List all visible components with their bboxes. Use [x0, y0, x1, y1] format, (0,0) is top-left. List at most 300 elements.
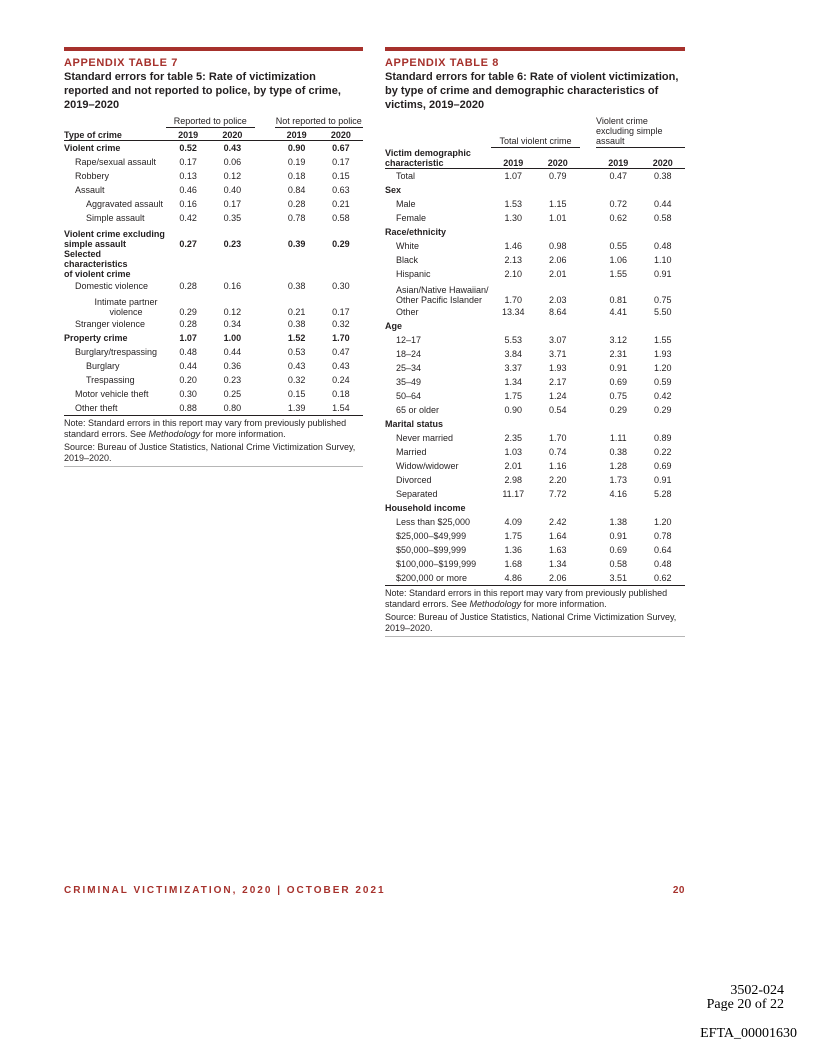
table-7	[64, 116, 363, 416]
cell-value: 1.01	[548, 213, 567, 223]
cell-value: 0.34	[223, 319, 242, 329]
cell-value: 5.53	[504, 335, 523, 345]
table-7-rule	[64, 47, 363, 51]
cell-value: 1.93	[548, 363, 567, 373]
cell-value: 0.58	[332, 213, 350, 223]
table-8-rule	[385, 47, 685, 51]
table-row	[385, 501, 685, 515]
cell-value: 0.48	[653, 241, 672, 251]
cell-value: 0.91	[653, 269, 672, 279]
table-row	[385, 305, 685, 319]
table-row	[385, 473, 685, 487]
cell-value: 0.17	[223, 199, 242, 209]
table-row	[385, 543, 685, 557]
cell-value	[491, 501, 536, 515]
table-row	[385, 403, 685, 417]
cell-value: 0.29	[179, 307, 197, 317]
table-8-label: APPENDIX TABLE 8	[385, 57, 499, 69]
cell-value: 0.69	[653, 461, 672, 471]
cell-value: 1.68	[504, 559, 523, 569]
cell-value: 2.20	[548, 475, 567, 485]
cell-value: 1.52	[287, 333, 306, 343]
row-label: $100,000–$199,999	[396, 559, 477, 569]
table-row	[385, 169, 685, 184]
cell-value: 2.35	[504, 433, 523, 443]
cell-value: 0.55	[609, 241, 628, 251]
cell-value: 1.03	[504, 447, 523, 457]
cell-value: 0.78	[653, 531, 672, 541]
cell-value: 0.27	[179, 239, 197, 249]
table-7-group-not-reported: Not reported to police	[275, 116, 362, 126]
cell-value: 4.86	[491, 571, 536, 586]
row-label: Separated	[396, 489, 438, 499]
row-label: Female	[396, 213, 427, 223]
cell-value: 0.28	[287, 199, 306, 209]
cell-value: 1.70	[548, 433, 567, 443]
cell-value: 0.91	[609, 363, 628, 373]
cell-value: 0.91	[609, 531, 628, 541]
row-label: Trespassing	[86, 375, 135, 385]
table-7-body	[64, 141, 363, 416]
table-row	[64, 387, 363, 401]
row-label: Stranger violence	[75, 319, 146, 329]
cell-value: 1.28	[609, 461, 628, 471]
cell-value: 0.43	[287, 361, 306, 371]
table-8-year: 2020	[641, 148, 686, 169]
cell-value: 11.17	[502, 489, 525, 499]
cell-value: 4.09	[504, 517, 523, 527]
cell-value: 2.03	[548, 295, 567, 305]
table-row	[64, 141, 363, 156]
table-8-year: 2019	[596, 148, 641, 169]
cell-value: 1.34	[548, 559, 567, 569]
cell-value: 0.69	[609, 377, 628, 387]
row-label: Rape/sexual assault	[75, 157, 157, 167]
cell-value: 0.89	[653, 433, 672, 443]
cell-value: 0.18	[332, 389, 350, 399]
cell-value	[596, 417, 641, 431]
cell-value: 0.12	[223, 307, 242, 317]
cell-value: 1.07	[504, 171, 523, 181]
row-label: Selected characteristics of violent crime	[64, 249, 131, 279]
cell-value: 0.90	[287, 143, 306, 153]
table-row	[385, 529, 685, 543]
cell-value	[641, 225, 686, 239]
cell-value: 2.98	[504, 475, 523, 485]
cell-value	[491, 319, 536, 333]
row-label: Other theft	[64, 401, 166, 416]
table-row	[385, 515, 685, 529]
table-row	[64, 401, 363, 416]
row-label: Marital status	[385, 419, 444, 429]
table-row	[385, 333, 685, 347]
cell-value: 0.54	[548, 405, 567, 415]
table-row	[64, 225, 363, 249]
cell-value: 0.16	[223, 281, 242, 291]
cell-value: 0.84	[287, 185, 306, 195]
cell-value: 0.47	[609, 171, 628, 181]
row-label: Property crime	[64, 333, 128, 343]
cell-value: 2.31	[609, 349, 628, 359]
row-label: Male	[396, 199, 416, 209]
cell-value	[596, 319, 641, 333]
appendix-table-8	[385, 47, 685, 637]
cell-value: 0.29	[609, 405, 628, 415]
row-label: $50,000–$99,999	[396, 545, 467, 555]
cell-value: 0.78	[287, 213, 306, 223]
cell-value: 0.43	[332, 361, 350, 371]
cell-value: 2.10	[504, 269, 523, 279]
cell-value: 0.44	[653, 199, 672, 209]
cell-value: 0.63	[332, 185, 350, 195]
table-7-year: 2019	[166, 128, 210, 141]
table-row	[64, 183, 363, 197]
cell-value: 0.35	[223, 213, 242, 223]
cell-value: 0.30	[179, 389, 197, 399]
cell-value: 13.34	[501, 307, 525, 317]
cell-value: 0.20	[179, 375, 197, 385]
table-row	[385, 557, 685, 571]
cell-value: 0.75	[653, 295, 672, 305]
cell-value: 0.29	[332, 239, 350, 249]
row-label: White	[396, 241, 420, 251]
cell-value	[536, 417, 581, 431]
row-label: 65 or older	[396, 405, 440, 415]
cell-value: 3.84	[504, 349, 523, 359]
cell-value: 0.98	[548, 241, 567, 251]
table-row	[385, 445, 685, 459]
table-7-title: Standard errors for table 5: Rate of victimization reported and not reported to police, by type of crime, 2019–2020	[64, 71, 341, 111]
cell-value: 0.13	[179, 171, 197, 181]
row-label: Motor vehicle theft	[75, 389, 149, 399]
row-label: Asian/Native Hawaiian/ Other Pacific Islander	[396, 285, 489, 305]
cell-value: 1.54	[319, 401, 363, 416]
cell-value: 3.37	[504, 363, 523, 373]
cell-value: 1.00	[223, 333, 242, 343]
cell-value: 0.17	[179, 157, 197, 167]
cell-value: 0.69	[609, 545, 628, 555]
table-row	[385, 571, 685, 586]
cell-value: 0.32	[287, 375, 306, 385]
cell-value: 1.63	[548, 545, 567, 555]
row-label: Married	[396, 447, 427, 457]
document-stamp	[707, 984, 784, 1012]
cell-value: 0.19	[287, 157, 306, 167]
table-8-year: 2020	[536, 148, 581, 169]
stamp-doc-id: 3502-024	[730, 983, 784, 998]
table-row	[385, 225, 685, 239]
cell-value: 5.28	[653, 489, 672, 499]
cell-value	[210, 249, 254, 279]
table-row	[385, 197, 685, 211]
cell-value: 4.16	[609, 489, 628, 499]
cell-value: 0.36	[223, 361, 242, 371]
cell-value	[596, 183, 641, 197]
row-label: Household income	[385, 503, 466, 513]
cell-value	[166, 249, 210, 279]
cell-value: 0.38	[287, 281, 306, 291]
cell-value	[491, 183, 536, 197]
cell-value: 0.42	[179, 213, 197, 223]
cell-value	[491, 225, 536, 239]
row-label: Aggravated assault	[86, 199, 164, 209]
table-row	[385, 253, 685, 267]
cell-value: 0.38	[287, 319, 306, 329]
table-row	[64, 345, 363, 359]
table-row	[385, 239, 685, 253]
cell-value: 0.06	[223, 157, 242, 167]
table-8-source: Source: Bureau of Justice Statistics, National Crime Victimization Survey, 2019–2020.	[385, 612, 685, 637]
table-8-column-label: Victim demographic characteristic	[385, 148, 491, 169]
cell-value: 1.64	[548, 531, 567, 541]
table-row	[64, 279, 363, 293]
cell-value	[536, 319, 581, 333]
appendix-table-7	[64, 47, 363, 467]
cell-value: 5.50	[653, 307, 672, 317]
cell-value: 0.23	[223, 375, 242, 385]
cell-value: 2.42	[548, 517, 567, 527]
row-label: Domestic violence	[75, 281, 149, 291]
cell-value: 2.13	[504, 255, 523, 265]
cell-value: 2.17	[548, 377, 567, 387]
cell-value: 0.47	[332, 347, 350, 357]
table-row	[385, 211, 685, 225]
row-label: 18–24	[396, 349, 422, 359]
cell-value: 0.59	[653, 377, 672, 387]
cell-value: 1.34	[504, 377, 523, 387]
table-8-body	[385, 169, 685, 586]
cell-value: 0.67	[332, 143, 350, 153]
cell-value: 4.41	[609, 307, 628, 317]
cell-value: 1.73	[609, 475, 628, 485]
cell-value: 0.15	[332, 171, 350, 181]
cell-value: 1.06	[609, 255, 628, 265]
table-row	[385, 361, 685, 375]
row-label: 50–64	[396, 391, 422, 401]
cell-value: 0.64	[653, 545, 672, 555]
cell-value: 1.36	[504, 545, 523, 555]
table-8-note: Note: Standard errors in this report may vary from previously published standard errors. See Methodology for more information.	[385, 588, 668, 609]
row-label: Widow/widower	[396, 461, 459, 471]
row-label: Intimate partner violence	[94, 297, 158, 317]
row-label: Other	[396, 307, 419, 317]
table-row	[385, 347, 685, 361]
cell-value	[596, 225, 641, 239]
cell-value: 0.40	[223, 185, 242, 195]
cell-value: 1.53	[504, 199, 523, 209]
cell-value: 1.75	[504, 391, 523, 401]
cell-value: 0.28	[179, 281, 197, 291]
cell-value: 0.75	[609, 391, 628, 401]
cell-value: 0.32	[332, 319, 350, 329]
cell-value: 3.51	[596, 571, 641, 586]
row-label: 35–49	[396, 377, 422, 387]
cell-value: 1.46	[504, 241, 523, 251]
cell-value: 0.22	[653, 447, 672, 457]
table-row	[64, 211, 363, 225]
cell-value: 1.55	[653, 335, 672, 345]
row-label: Violent crime excluding simple assault	[64, 229, 165, 249]
cell-value: 0.21	[332, 199, 350, 209]
row-label: Black	[396, 255, 419, 265]
cell-value: 0.91	[653, 475, 672, 485]
cell-value: 0.80	[210, 401, 254, 416]
row-label: Sex	[385, 185, 402, 195]
table-7-year: 2020	[319, 128, 363, 141]
cell-value: 0.18	[287, 171, 306, 181]
cell-value: 0.88	[166, 401, 210, 416]
table-row	[385, 319, 685, 333]
cell-value: 0.42	[653, 391, 672, 401]
table-row	[64, 249, 363, 279]
table-row	[385, 375, 685, 389]
cell-value: 7.72	[548, 489, 567, 499]
cell-value: 0.15	[287, 389, 306, 399]
cell-value: 1.20	[653, 363, 672, 373]
row-label: 25–34	[396, 363, 422, 373]
cell-value: 2.06	[548, 255, 567, 265]
cell-value: 0.43	[223, 143, 242, 153]
table-8-group-total-violent: Total violent crime	[491, 136, 580, 148]
cell-value	[596, 501, 641, 515]
cell-value	[641, 319, 686, 333]
cell-value: 0.62	[609, 213, 628, 223]
table-8-year: 2019	[491, 148, 536, 169]
cell-value	[536, 183, 581, 197]
footer-publication: CRIMINAL VICTIMIZATION, 2020 | OCTOBER 2021	[64, 885, 386, 896]
table-row	[64, 317, 363, 331]
row-label: Assault	[75, 185, 105, 195]
cell-value: 0.52	[179, 143, 197, 153]
table-7-year: 2020	[210, 128, 254, 141]
cell-value: 1.39	[275, 401, 319, 416]
cell-value: 1.10	[653, 255, 672, 265]
cell-value: 0.29	[653, 405, 672, 415]
table-row	[64, 169, 363, 183]
table-row	[64, 155, 363, 169]
table-row	[64, 359, 363, 373]
cell-value	[491, 417, 536, 431]
table-8-group-excluding-simple: Violent crime excluding simple assault	[596, 116, 685, 148]
bates-number: EFTA_00001630	[700, 1026, 797, 1041]
cell-value: 0.48	[653, 559, 672, 569]
stamp-page-of: Page 20 of 22	[706, 997, 784, 1012]
cell-value: 0.17	[332, 307, 350, 317]
cell-value: 0.79	[548, 171, 567, 181]
cell-value: 0.44	[179, 361, 197, 371]
cell-value: 1.93	[653, 349, 672, 359]
cell-value	[275, 249, 319, 279]
cell-value	[319, 249, 363, 279]
row-label: Robbery	[75, 171, 110, 181]
row-label: Burglary	[86, 361, 120, 371]
table-row	[64, 373, 363, 387]
page-footer	[64, 885, 685, 896]
cell-value: 0.23	[223, 239, 242, 249]
cell-value: 0.21	[287, 307, 306, 317]
cell-value: 1.07	[179, 333, 197, 343]
cell-value: 1.70	[504, 295, 523, 305]
cell-value: 1.11	[609, 433, 627, 443]
cell-value: 3.07	[548, 335, 567, 345]
table-7-column-label: Type of crime	[64, 128, 166, 141]
cell-value	[641, 183, 686, 197]
row-label: Simple assault	[86, 213, 145, 223]
cell-value: 2.06	[536, 571, 581, 586]
cell-value	[536, 225, 581, 239]
table-7-note: Note: Standard errors in this report may vary from previously published standard errors. See Methodology for more information.	[64, 418, 347, 439]
cell-value	[641, 417, 686, 431]
cell-value: 0.24	[332, 375, 350, 385]
cell-value: 1.15	[548, 199, 567, 209]
table-8	[385, 116, 685, 586]
cell-value: 1.16	[548, 461, 567, 471]
cell-value: 0.74	[548, 447, 567, 457]
row-label: Hispanic	[396, 269, 431, 279]
cell-value: 1.30	[504, 213, 523, 223]
row-label: 12–17	[396, 335, 422, 345]
cell-value: 0.53	[287, 347, 306, 357]
row-label: Age	[385, 321, 403, 331]
cell-value: 0.44	[223, 347, 242, 357]
row-label: Burglary/trespassing	[75, 347, 158, 357]
table-row	[385, 389, 685, 403]
cell-value: 1.75	[504, 531, 523, 541]
table-row	[64, 331, 363, 345]
row-label: Violent crime	[64, 143, 121, 153]
footer-page-number: 20	[672, 885, 685, 896]
cell-value: 0.58	[653, 213, 672, 223]
cell-value: 0.28	[179, 319, 197, 329]
cell-value: 1.20	[653, 517, 672, 527]
table-7-label: APPENDIX TABLE 7	[64, 57, 178, 69]
cell-value: 1.70	[332, 333, 350, 343]
row-label: Divorced	[396, 475, 432, 485]
cell-value: 0.46	[179, 185, 197, 195]
row-label: Total	[396, 171, 416, 181]
cell-value: 0.39	[287, 239, 306, 249]
cell-value: 0.58	[609, 559, 628, 569]
table-row	[64, 293, 363, 317]
cell-value: 1.38	[609, 517, 628, 527]
cell-value: 0.38	[653, 171, 672, 181]
cell-value: 0.12	[223, 171, 242, 181]
table-row	[385, 487, 685, 501]
cell-value: 0.81	[609, 295, 628, 305]
cell-value: 0.90	[504, 405, 523, 415]
cell-value: 1.55	[609, 269, 628, 279]
cell-value: 0.62	[641, 571, 686, 586]
table-row	[385, 267, 685, 281]
cell-value: 0.17	[332, 157, 350, 167]
cell-value: 0.48	[179, 347, 197, 357]
cell-value: 8.64	[548, 307, 567, 317]
cell-value: 0.25	[223, 389, 242, 399]
cell-value: 3.12	[609, 335, 628, 345]
table-7-year: 2019	[275, 128, 319, 141]
cell-value: 0.72	[609, 199, 628, 209]
cell-value	[641, 501, 686, 515]
cell-value: 0.30	[332, 281, 350, 291]
row-label: Never married	[396, 433, 454, 443]
row-label: $200,000 or more	[385, 571, 491, 586]
cell-value: 2.01	[504, 461, 523, 471]
row-label: $25,000–$49,999	[396, 531, 467, 541]
cell-value: 3.71	[548, 349, 567, 359]
table-row	[385, 417, 685, 431]
table-7-source: Source: Bureau of Justice Statistics, National Crime Victimization Survey, 2019–2020.	[64, 442, 363, 467]
cell-value	[536, 501, 581, 515]
